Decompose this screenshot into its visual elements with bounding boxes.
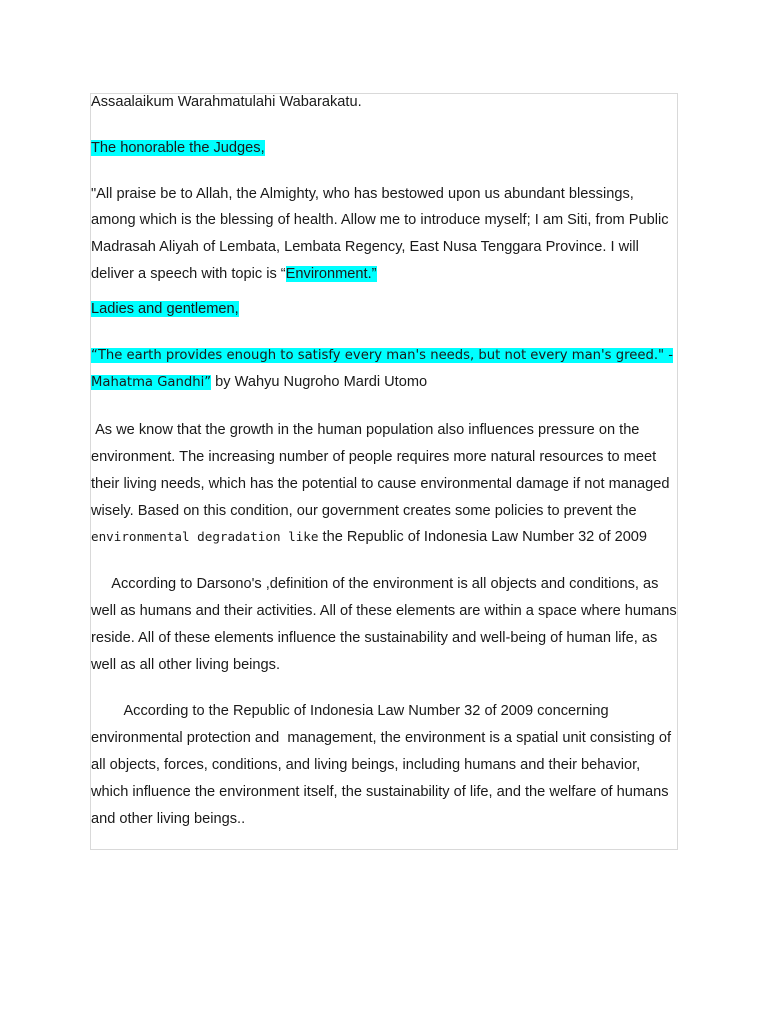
judges-text: The honorable the Judges, (91, 139, 265, 156)
quote-paragraph (91, 342, 681, 398)
growth-paragraph (91, 417, 681, 551)
quote-author: by Wahyu Nugroho Mardi Utomo (211, 374, 428, 391)
judges-paragraph (91, 135, 681, 162)
ladies-paragraph (91, 296, 681, 323)
growth-text-mono: environmental degradation like (91, 529, 319, 545)
greeting-text: Assaalaikum Warahmatulahi Wabarakatu. (91, 94, 362, 110)
darsono-text: According to Darsono's ,definition of the environment is all objects and conditions, as well as humans and their activities. All of these elements are within a space where humans reside. All of these elements influence the sustainability and well-being of human life, as well as all other living beings. (91, 576, 681, 673)
law-paragraph (91, 698, 681, 832)
quote-highlight: “The earth provides enough to satisfy every man's needs, but not every man's greed." - Mahatma Gandhi” (91, 347, 674, 391)
topic-highlight: Environment.” (285, 265, 377, 282)
greeting-paragraph (91, 89, 681, 116)
growth-text-b: the Republic of Indonesia Law Number 32 of 2009 (318, 529, 648, 546)
ladies-text: Ladies and gentlemen, (91, 300, 239, 317)
intro-text: "All praise be to Allah, the Almighty, who has bestowed upon us abundant blessings, among which is the blessing of health. Allow me to introduce myself; I am Siti, from Public Madrasah Aliyah of Lembata, Lembata Regency, East Nusa Tenggara Province. I will deliver a speech with topic is “ (91, 185, 669, 282)
law-text: According to the Republic of Indonesia Law Number 32 of 2009 concerning environmental protection and management, the environment is a spatial unit consisting of all objects, forces, conditions, and living beings, including humans and their behavior, which influence the environment itself, the sustainability of life, and the welfare of humans and other living beings.. (91, 703, 676, 827)
darsono-paragraph (91, 571, 681, 678)
growth-text-a: As we know that the growth in the human population also influences pressure on the environment. The increasing number of people requires more natural resources to meet their living needs, which has the potential to cause environmental damage if not managed wisely. Based on this condition, our government creates some policies to prevent the (91, 422, 674, 519)
document-body (91, 89, 681, 832)
intro-paragraph (91, 181, 681, 288)
